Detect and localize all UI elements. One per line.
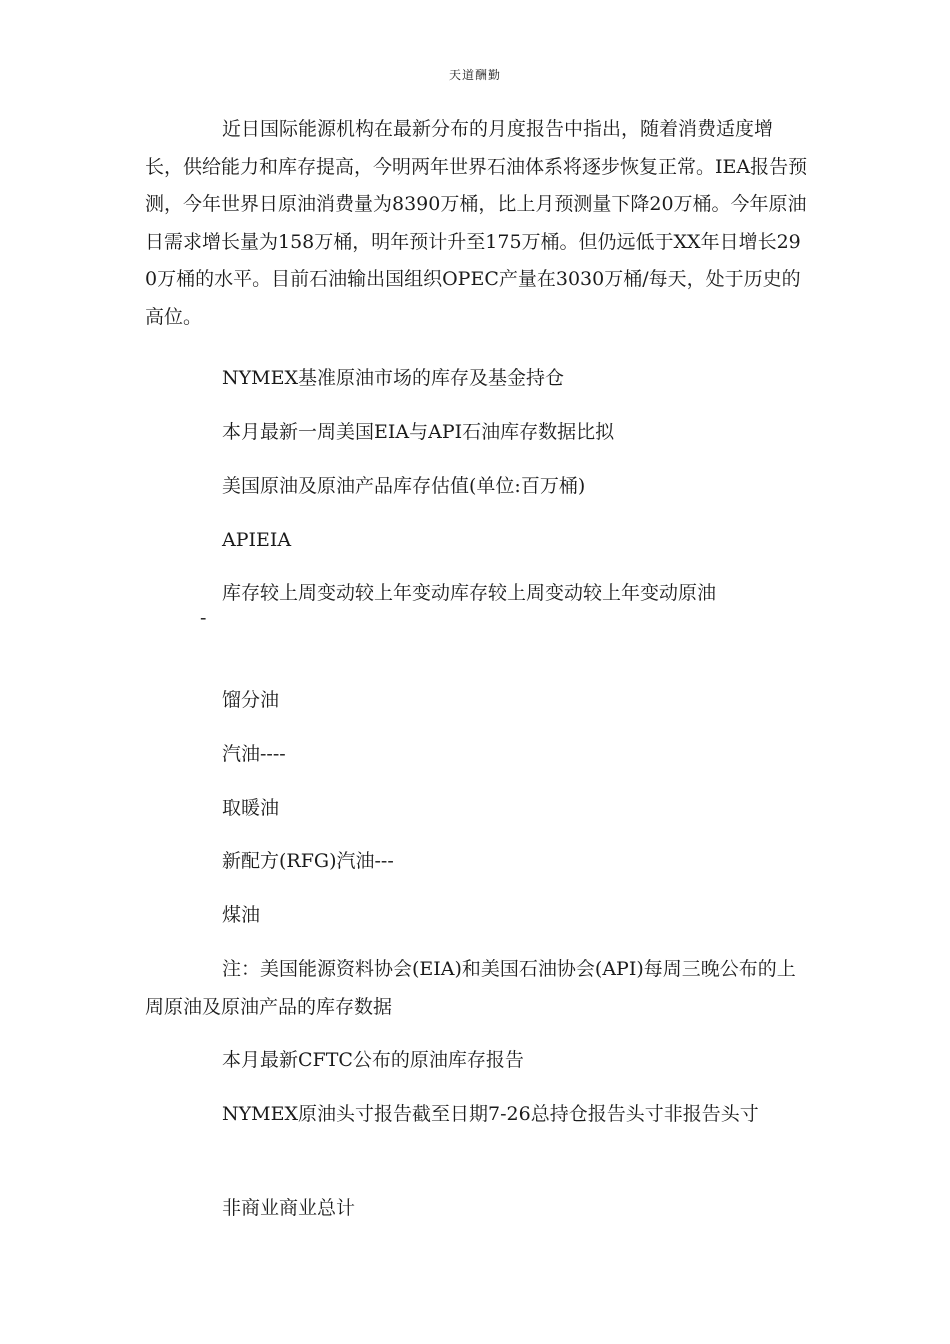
intro-paragraph: 近日国际能源机构在最新分布的月度报告中指出，随着消费适度增长，供给能力和库存提高，今明两年世界石油体系将逐步恢复正常。IEA报告预测，今年世界日原油消费量为8390万桶，比上月预测量下降20万桶。今年原油日需求增长量为158万桶，明年预计升至175万桶。但仍远低于XX年日增长290万桶的水平。目前石油输出国组织OPEC产量在3030万桶/每天，处于历史的高位。 xyxy=(145,118,808,328)
dash-mark: - xyxy=(200,607,207,629)
nymex-positions-paragraph: NYMEX原油头寸报告截至日期7-26总持仓报告头寸非报告头寸 xyxy=(222,1103,759,1125)
api-eia-line: APIEIA xyxy=(222,529,292,551)
nymex-heading: NYMEX基准原油市场的库存及基金持仓 xyxy=(222,367,565,389)
commercial-line: 非商业商业总计 xyxy=(222,1197,356,1219)
heating-oil-line: 取暖油 xyxy=(222,797,280,819)
weekly-compare-line: 本月最新一周美国EIA与API石油库存数据比拟 xyxy=(222,421,615,443)
gasoline-line: 汽油---- xyxy=(222,743,286,765)
distillate-line: 馏分油 xyxy=(222,689,280,711)
inventory-unit-line: 美国原油及原油产品库存估值(单位:百万桶) xyxy=(222,475,586,497)
rfg-gasoline-line: 新配方(RFG)汽油--- xyxy=(222,850,394,872)
note-paragraph: 注：美国能源资料协会(EIA)和美国石油协会(API)每周三晚公布的上周原油及原油产品的库存数据 xyxy=(145,958,796,1018)
columns-row-line: 库存较上周变动较上年变动库存较上周变动较上年变动原油 xyxy=(222,582,717,604)
page-header: 天道酬勤 xyxy=(448,68,501,82)
kerosene-line: 煤油 xyxy=(222,904,261,926)
cftc-report-line: 本月最新CFTC公布的原油库存报告 xyxy=(222,1049,524,1071)
